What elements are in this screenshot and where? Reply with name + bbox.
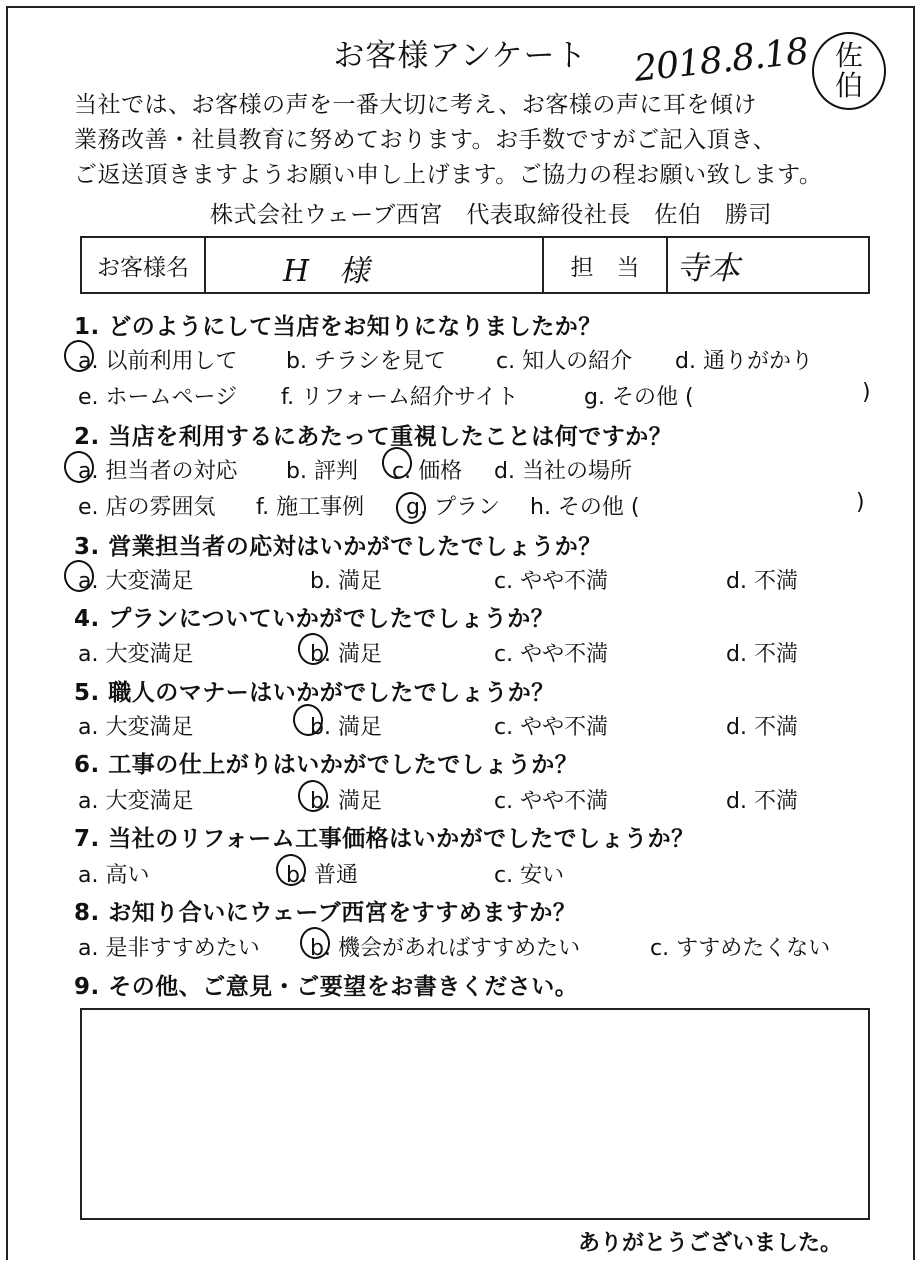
q2-option-e[interactable]: e. 店の雰囲気 <box>78 495 216 520</box>
q2-option-b[interactable]: b. 評判 <box>286 459 358 484</box>
seal-char-1: 佐 <box>834 39 863 72</box>
q3-option-d[interactable]: d. 不満 <box>726 569 798 594</box>
question-9: 9. その他、ご意見・ご要望をお書きください。 <box>74 974 579 1000</box>
q4-option-b[interactable]: b. 満足 <box>310 642 382 667</box>
page-border-right <box>913 6 915 1260</box>
q5-option-a[interactable]: a. 大変満足 <box>78 715 194 740</box>
q1-option-e[interactable]: e. ホームページ <box>78 385 238 410</box>
q2-option-a[interactable]: a. 担当者の対応 <box>78 459 238 484</box>
q5-option-b[interactable]: b. 満足 <box>310 715 382 740</box>
q2-option-f[interactable]: f. 施工事例 <box>256 495 365 520</box>
customer-name-label: お客様名 <box>82 238 206 292</box>
question-4: 4. プランについていかがでしたでしょうか？ <box>74 606 555 632</box>
question-8: 8. お知り合いにウェーブ西宮をすすめますか？ <box>74 900 577 926</box>
q4-option-a[interactable]: a. 大変満足 <box>78 642 194 667</box>
question-6: 6. 工事の仕上がりはいかがでしたでしょうか？ <box>74 752 579 778</box>
question-1: 1. どのようにして当店をお知りになりましたか？ <box>74 314 602 340</box>
customer-info-table <box>80 236 870 294</box>
q4-option-d[interactable]: d. 不満 <box>726 642 798 667</box>
q5-option-c[interactable]: c. やや不満 <box>494 715 609 740</box>
q1-option-c[interactable]: c. 知人の紹介 <box>496 349 633 374</box>
seal-char-2: 伯 <box>834 69 863 102</box>
page-border-left <box>6 6 8 1260</box>
intro-line-2: 業務改善・社員教育に努めております。お手数ですがご記入頂き、 <box>74 127 777 153</box>
q2-option-d[interactable]: d. 当社の場所 <box>494 459 632 484</box>
intro-line-1: 当社では、お客様の声を一番大切に考え、お客様の声に耳を傾け <box>74 92 757 118</box>
staff-name-value: 寺本 <box>676 249 741 287</box>
q3-option-b[interactable]: b. 満足 <box>310 569 382 594</box>
question-3: 3. 営業担当者の応対はいかがでしたでしょうか？ <box>74 534 602 560</box>
q1-option-b[interactable]: b. チラシを見て <box>286 349 446 374</box>
intro-line-3: ご返送頂きますようお願い申し上げます。ご協力の程お願い致します。 <box>74 162 823 188</box>
q2-option-g[interactable]: g. プラン <box>406 495 500 520</box>
q5-option-d[interactable]: d. 不満 <box>726 715 798 740</box>
q2-other-close: ) <box>856 490 865 515</box>
q7-option-a[interactable]: a. 高い <box>78 863 150 888</box>
q1-option-d[interactable]: d. 通りがかり <box>675 349 813 374</box>
q6-option-a[interactable]: a. 大変満足 <box>78 789 194 814</box>
remarks-box[interactable] <box>80 1008 870 1220</box>
customer-name-value: H 様 <box>283 254 370 289</box>
staff-label: 担 当 <box>544 238 668 292</box>
q7-option-b[interactable]: b. 普通 <box>286 863 358 888</box>
question-2: 2. 当店を利用するにあたって重視したことは何ですか？ <box>74 424 673 450</box>
q3-option-a[interactable]: a. 大変満足 <box>78 569 194 594</box>
q7-option-c[interactable]: c. 安い <box>494 863 565 888</box>
q4-option-c[interactable]: c. やや不満 <box>494 642 609 667</box>
question-7: 7. 当社のリフォーム工事価格はいかがでしたでしょうか？ <box>74 826 695 852</box>
page-border-top <box>6 6 915 8</box>
q1-other-close: ) <box>862 380 871 405</box>
page-title: お客様アンケート <box>333 38 588 74</box>
customer-name-field[interactable] <box>206 238 544 292</box>
q8-option-a[interactable]: a. 是非すすめたい <box>78 936 260 961</box>
q8-option-c[interactable]: c. すすめたくない <box>650 936 831 961</box>
q6-option-c[interactable]: c. やや不満 <box>494 789 609 814</box>
q1-option-g[interactable]: g. その他 ( <box>584 385 694 410</box>
company-signature: 株式会社ウェーブ西宮 代表取締役社長 佐伯 勝司 <box>210 202 772 228</box>
q6-option-d[interactable]: d. 不満 <box>726 789 798 814</box>
question-5: 5. 職人のマナーはいかがでしたでしょうか？ <box>74 680 555 706</box>
q6-option-b[interactable]: b. 満足 <box>310 789 382 814</box>
thanks-message: ありがとうございました。 <box>578 1231 843 1256</box>
q1-option-a[interactable]: a. 以前利用して <box>78 349 238 374</box>
q1-option-f[interactable]: f. リフォーム紹介サイト <box>281 385 519 410</box>
q2-option-c[interactable]: c. 価格 <box>392 459 463 484</box>
name-seal <box>812 32 886 110</box>
q2-option-h[interactable]: h. その他 ( <box>530 495 640 520</box>
q8-option-b[interactable]: b. 機会があればすすめたい <box>310 936 581 961</box>
q3-option-c[interactable]: c. やや不満 <box>494 569 609 594</box>
handwritten-date: 2018.8.18 <box>632 31 810 90</box>
